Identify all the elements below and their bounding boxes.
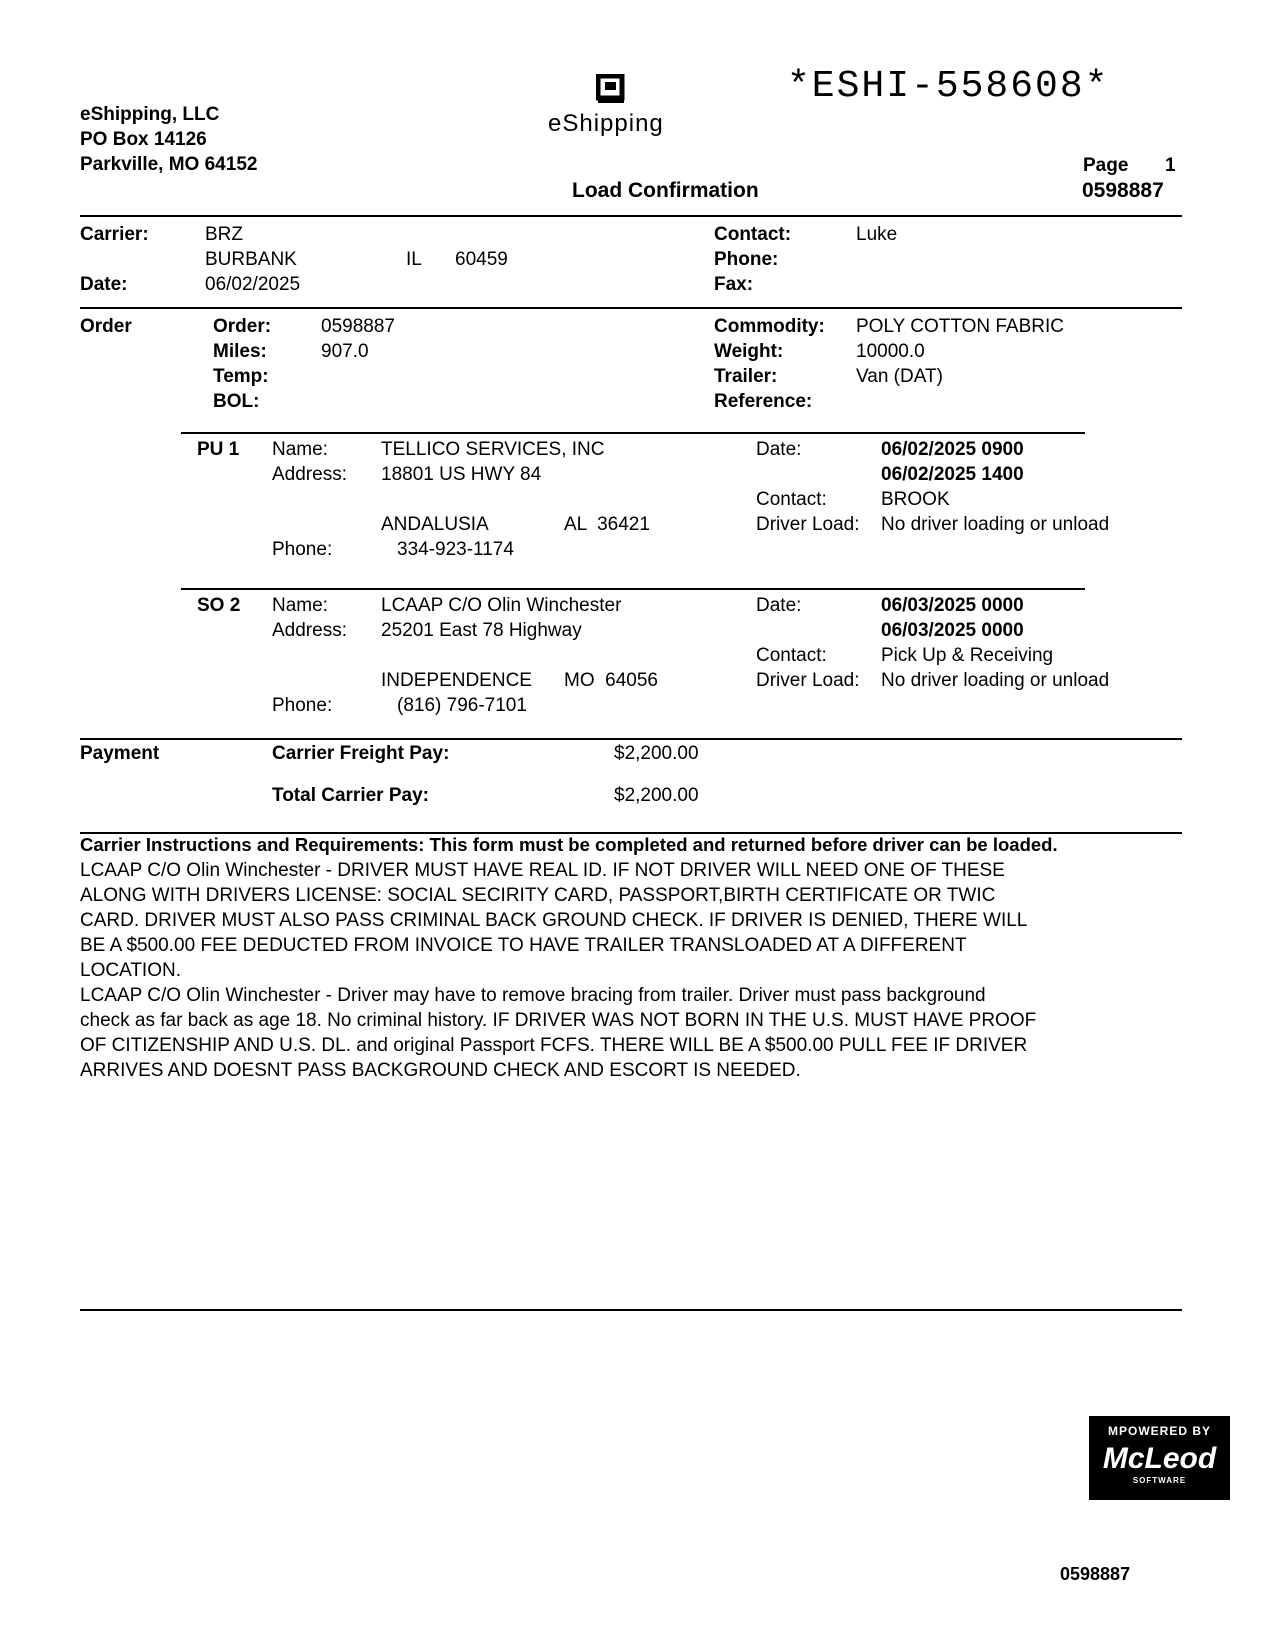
weight-label: Weight:	[714, 341, 784, 362]
instructions-line: OF CITIZENSHIP AND U.S. DL. and original Passport FCFS. THERE WILL BE A $500.00 PULL FEE IF DRIVER	[80, 1035, 1028, 1056]
page-number: 1	[1165, 155, 1176, 176]
fax-label: Fax:	[714, 274, 754, 295]
divider	[80, 215, 1182, 217]
carrier-state: IL	[406, 249, 422, 270]
instructions-line: ALONG WITH DRIVERS LICENSE: SOCIAL SECIRITY CARD, PASSPORT,BIRTH CERTIFICATE OR TWIC	[80, 885, 996, 906]
mcleod-logo-brand: McLeod	[1102, 1442, 1217, 1475]
instructions-line: LCAAP C/O Olin Winchester - DRIVER MUST HAVE REAL ID. IF NOT DRIVER WILL NEED ONE OF THESE	[80, 860, 1005, 881]
eshipping-logo-text: eShipping	[548, 110, 664, 137]
stop-driver-load-label: Driver Load:	[756, 514, 860, 535]
temp-label: Temp:	[213, 366, 269, 387]
page-label: Page	[1083, 155, 1129, 176]
stop-phone-label: Phone:	[272, 695, 333, 716]
barcode-id: *ESHI-558608*	[787, 65, 1110, 108]
stop-date-label: Date:	[756, 439, 802, 460]
stop-driver-load: No driver loading or unload	[881, 670, 1110, 691]
instructions-line: check as far back as age 18. No criminal history. IF DRIVER WAS NOT BORN IN THE U.S. MUST HAVE PROOF	[80, 1010, 1037, 1031]
instructions-line: LOCATION.	[80, 960, 181, 981]
instructions-line: BE A $500.00 FEE DEDUCTED FROM INVOICE TO HAVE TRAILER TRANSLOADED AT A DIFFERENT	[80, 935, 967, 956]
stop-driver-load-label: Driver Load:	[756, 670, 860, 691]
phone-label: Phone:	[714, 249, 779, 270]
carrier-city: BURBANK	[205, 249, 297, 270]
company-address-line1: PO Box 14126	[80, 129, 207, 150]
stop-date-end: 06/02/2025 1400	[881, 464, 1024, 485]
mcleod-logo-bottom-text: SOFTWARE	[1132, 1476, 1187, 1485]
stop-contact: BROOK	[881, 489, 950, 510]
carrier-date: 06/02/2025	[205, 274, 301, 295]
order-section-label: Order	[80, 316, 132, 337]
payment-section-label: Payment	[80, 743, 160, 764]
stop-address: 25201 East 78 Highway	[381, 620, 582, 641]
instructions-heading: Carrier Instructions and Requirements: This form must be completed and returned before driver can be loaded.	[80, 834, 1058, 855]
instructions-line: CARD. DRIVER MUST ALSO PASS CRIMINAL BACK GROUND CHECK. IF DRIVER IS DENIED, THERE WILL	[80, 910, 1028, 931]
company-address-line2: Parkville, MO 64152	[80, 154, 258, 175]
carrier-date-label: Date:	[80, 274, 128, 295]
stop-divider	[181, 588, 1085, 590]
stop-contact-label: Contact:	[756, 489, 827, 510]
contact-value: Luke	[856, 224, 898, 245]
stop-contact: Pick Up & Receiving	[881, 645, 1054, 666]
stop-name-label: Name:	[272, 439, 328, 460]
stop-city: INDEPENDENCE	[381, 670, 532, 691]
miles-value: 907.0	[321, 341, 369, 362]
trailer-label: Trailer:	[714, 366, 778, 387]
freight-pay-label: Carrier Freight Pay:	[272, 743, 450, 764]
document-title: Load Confirmation	[572, 179, 759, 202]
stop-city: ANDALUSIA	[381, 514, 489, 535]
stop-code: PU 1	[197, 439, 240, 460]
commodity-label: Commodity:	[714, 316, 825, 337]
stop-name-label: Name:	[272, 595, 328, 616]
order-label: Order:	[213, 316, 272, 337]
total-pay-label: Total Carrier Pay:	[272, 785, 429, 806]
stop-phone: 334-923-1174	[397, 539, 514, 560]
contact-label: Contact:	[714, 224, 792, 245]
instructions-line: ARRIVES AND DOESNT PASS BACKGROUND CHECK AND ESCORT IS NEEDED.	[80, 1060, 801, 1081]
stop-address-label: Address:	[272, 620, 347, 641]
stop-state-zip: AL 36421	[564, 514, 650, 535]
commodity-value: POLY COTTON FABRIC	[856, 316, 1064, 337]
company-name: eShipping, LLC	[80, 104, 220, 125]
stop-date-start: 06/03/2025 0000	[881, 595, 1024, 616]
divider	[80, 1309, 1182, 1311]
trailer-value: Van (DAT)	[856, 366, 943, 387]
stop-date-end: 06/03/2025 0000	[881, 620, 1024, 641]
stop-date-start: 06/02/2025 0900	[881, 439, 1024, 460]
divider	[80, 307, 1182, 309]
stop-phone-label: Phone:	[272, 539, 333, 560]
stop-address-label: Address:	[272, 464, 347, 485]
stop-address: 18801 US HWY 84	[381, 464, 542, 485]
instructions-line: LCAAP C/O Olin Winchester - Driver may have to remove bracing from trailer. Driver must pass background	[80, 985, 986, 1006]
stop-phone: (816) 796-7101	[397, 695, 527, 716]
stop-date-label: Date:	[756, 595, 802, 616]
mcleod-logo	[1089, 1416, 1230, 1500]
stop-name: TELLICO SERVICES, INC	[381, 439, 605, 460]
footer-order-number: 0598887	[1060, 1564, 1131, 1584]
miles-label: Miles:	[213, 341, 267, 362]
bol-label: BOL:	[213, 391, 260, 412]
stop-state-zip: MO 64056	[564, 670, 658, 691]
carrier-zip: 60459	[455, 249, 508, 270]
stop-driver-load: No driver loading or unload	[881, 514, 1110, 535]
order-value: 0598887	[321, 316, 395, 337]
freight-pay-value: $2,200.00	[614, 743, 699, 764]
eshipping-logo-icon	[596, 74, 626, 104]
header-order-number: 0598887	[1082, 179, 1164, 202]
divider	[80, 738, 1182, 740]
weight-value: 10000.0	[856, 341, 925, 362]
carrier-label: Carrier:	[80, 224, 149, 245]
stop-code: SO 2	[197, 595, 241, 616]
stop-divider	[181, 432, 1085, 434]
stop-name: LCAAP C/O Olin Winchester	[381, 595, 622, 616]
stop-contact-label: Contact:	[756, 645, 827, 666]
mcleod-logo-top-text: MPOWERED BY	[1107, 1424, 1211, 1438]
total-pay-value: $2,200.00	[614, 785, 699, 806]
reference-label: Reference:	[714, 391, 813, 412]
carrier-code: BRZ	[205, 224, 243, 245]
